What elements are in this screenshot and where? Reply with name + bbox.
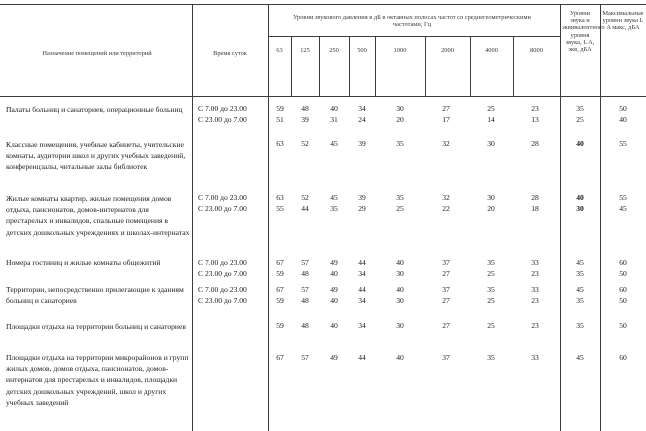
cell-250: 40 [330, 104, 338, 113]
cell-250: 49 [330, 353, 338, 362]
cell-125: 52 [301, 193, 309, 202]
cell-max: 60 [619, 285, 627, 294]
row-name: Номера гостиниц и жилые комнаты общежитий [6, 258, 161, 267]
cell-63: 67 [276, 353, 284, 362]
cell-125: 52 [301, 139, 309, 148]
cell-equiv: 40 [576, 139, 584, 148]
cell-250: 31 [330, 115, 338, 124]
cell-63: 59 [276, 321, 284, 330]
row-name: Территории, непосредственно прилегающие к зданиям больниц и санаториев [6, 285, 184, 306]
cell-max: 50 [619, 296, 627, 305]
freq-divider-3 [349, 36, 350, 96]
cell-max: 60 [619, 353, 627, 362]
cell-63: 67 [276, 285, 284, 294]
cell-2000: 37 [442, 258, 450, 267]
max-level-header: Максимальные уровни звука L A макс, дБА [602, 10, 644, 32]
cell-8000: 33 [531, 353, 539, 362]
cell-1000: 40 [396, 353, 404, 362]
cell-1000: 40 [396, 258, 404, 267]
cell-2000: 17 [442, 115, 450, 124]
max-col-divider [600, 4, 601, 431]
cell-63: 59 [276, 104, 284, 113]
cell-500: 34 [358, 296, 366, 305]
cell-2000: 37 [442, 285, 450, 294]
cell-8000: 18 [531, 204, 539, 213]
cell-8000: 33 [531, 285, 539, 294]
cell-125: 39 [301, 115, 309, 124]
cell-8000: 13 [531, 115, 539, 124]
cell-2000: 27 [442, 269, 450, 278]
cell-4000: 25 [487, 296, 495, 305]
time-night: С 23.00 до 7.00 [198, 204, 247, 213]
time-col-divider [192, 4, 193, 431]
freq-header-63: 63 [276, 47, 283, 54]
time-night: С 23.00 до 7.00 [198, 115, 247, 124]
cell-125: 48 [301, 104, 309, 113]
cell-500: 39 [358, 139, 366, 148]
row-name: Классные помещения, учебные кабинеты, учительские комнаты, аудитории школ и других учебных заведений, конференцзалы, читальные залы библиотек [6, 140, 186, 172]
cell-8000: 28 [531, 193, 539, 202]
cell-1000: 30 [396, 104, 404, 113]
cell-125: 57 [301, 258, 309, 267]
cell-500: 44 [358, 258, 366, 267]
cell-2000: 37 [442, 353, 450, 362]
cell-125: 57 [301, 353, 309, 362]
cell-2000: 27 [442, 321, 450, 330]
cell-8000: 23 [531, 296, 539, 305]
header-bottom-border [0, 96, 646, 97]
cell-8000: 23 [531, 269, 539, 278]
cell-max: 50 [619, 269, 627, 278]
cell-1000: 40 [396, 285, 404, 294]
row-name: Палаты больниц и санаториев, операционные больниц [6, 105, 183, 114]
cell-equiv: 35 [576, 296, 584, 305]
time-day: С 7.00 до 23.00 [198, 258, 247, 267]
row-name: Площадки отдыха на территории микрорайонов и групп жилых домов, домов отдыха, пансионатов, домов-интернатов для престарелых и инвалидов, площадки детских дошкольных учреждений, школ и других учебных заведений [6, 353, 189, 407]
cell-equiv: 45 [576, 353, 584, 362]
freq-header-500: 500 [357, 47, 367, 54]
cell-max: 60 [619, 258, 627, 267]
cell-2000: 32 [442, 139, 450, 148]
freq-divider-6 [470, 36, 471, 96]
cell-equiv: 45 [576, 258, 584, 267]
cell-equiv: 45 [576, 285, 584, 294]
cell-500: 34 [358, 104, 366, 113]
cell-63: 67 [276, 258, 284, 267]
equivalent-level-header: Уровни звука и эквивалентного уровня звука, L A, экв, дБА [562, 10, 605, 54]
freq-divider-5 [425, 36, 426, 96]
name-column-header: Назначение помещений или территорий [42, 50, 152, 57]
cell-1000: 30 [396, 296, 404, 305]
values-col-divider [268, 4, 269, 431]
cell-500: 44 [358, 285, 366, 294]
cell-8000: 23 [531, 321, 539, 330]
cell-8000: 23 [531, 104, 539, 113]
cell-4000: 25 [487, 269, 495, 278]
cell-63: 59 [276, 269, 284, 278]
cell-250: 49 [330, 258, 338, 267]
freq-divider-2 [319, 36, 320, 96]
cell-equiv: 35 [576, 104, 584, 113]
freq-divider-1 [291, 36, 292, 96]
freq-divider-4 [375, 36, 376, 96]
cell-63: 51 [276, 115, 284, 124]
cell-250: 49 [330, 285, 338, 294]
cell-8000: 33 [531, 258, 539, 267]
cell-1000: 30 [396, 321, 404, 330]
freq-header-8000: 8000 [530, 47, 543, 54]
cell-max: 55 [619, 193, 627, 202]
cell-max: 45 [619, 204, 627, 213]
cell-4000: 25 [487, 321, 495, 330]
cell-250: 35 [330, 204, 338, 213]
cell-4000: 35 [487, 353, 495, 362]
row-name: Площадки отдыха на территории больниц и санаториев [6, 322, 186, 331]
cell-equiv: 25 [576, 115, 584, 124]
cell-250: 40 [330, 269, 338, 278]
cell-equiv: 40 [576, 193, 584, 202]
time-night: С 23.00 до 7.00 [198, 269, 247, 278]
cell-63: 55 [276, 204, 284, 213]
cell-1000: 35 [396, 139, 404, 148]
cell-max: 55 [619, 139, 627, 148]
time-day: С 7.00 до 23.00 [198, 193, 247, 202]
cell-250: 45 [330, 193, 338, 202]
cell-125: 48 [301, 296, 309, 305]
cell-1000: 20 [396, 115, 404, 124]
cell-63: 63 [276, 193, 284, 202]
cell-2000: 32 [442, 193, 450, 202]
time-column-header: Время суток [213, 50, 247, 57]
freq-header-4000: 4000 [485, 47, 498, 54]
cell-max: 50 [619, 104, 627, 113]
cell-500: 29 [358, 204, 366, 213]
cell-equiv: 30 [576, 204, 584, 213]
cell-equiv: 35 [576, 269, 584, 278]
cell-4000: 14 [487, 115, 495, 124]
cell-250: 40 [330, 321, 338, 330]
cell-250: 40 [330, 296, 338, 305]
cell-500: 44 [358, 353, 366, 362]
cell-125: 44 [301, 204, 309, 213]
cell-500: 24 [358, 115, 366, 124]
time-night: С 23.00 до 7.00 [198, 296, 247, 305]
cell-4000: 35 [487, 285, 495, 294]
cell-1000: 30 [396, 269, 404, 278]
cell-2000: 27 [442, 104, 450, 113]
cell-125: 48 [301, 269, 309, 278]
cell-1000: 25 [396, 204, 404, 213]
table-top-border [0, 4, 646, 5]
cell-4000: 25 [487, 104, 495, 113]
cell-8000: 28 [531, 139, 539, 148]
cell-500: 34 [358, 321, 366, 330]
equiv-col-divider [560, 4, 561, 431]
cell-63: 63 [276, 139, 284, 148]
freq-header-250: 250 [329, 47, 339, 54]
cell-500: 39 [358, 193, 366, 202]
time-day: С 7.00 до 23.00 [198, 285, 247, 294]
freq-header-125: 125 [300, 47, 310, 54]
cell-max: 50 [619, 321, 627, 330]
group-header-underline [268, 36, 560, 37]
cell-4000: 30 [487, 139, 495, 148]
freq-divider-7 [513, 36, 514, 96]
cell-125: 57 [301, 285, 309, 294]
cell-250: 45 [330, 139, 338, 148]
cell-2000: 27 [442, 296, 450, 305]
row-name: Жилые комнаты квартир, жилые помещения домов отдыха, пансионатов, домов-интернатов для престарелых и инвалидов, спальные помещения в детских дошкольных учреждениях и школах-интернатах [6, 194, 190, 237]
cell-125: 48 [301, 321, 309, 330]
cell-max: 40 [619, 115, 627, 124]
time-day: С 7.00 до 23.00 [198, 104, 247, 113]
cell-500: 34 [358, 269, 366, 278]
cell-equiv: 35 [576, 321, 584, 330]
cell-63: 59 [276, 296, 284, 305]
frequency-group-header: Уровни звукового давления в дБ в октавных полосах частот со среднегеометрическими частотами, Гц [293, 14, 531, 29]
freq-header-1000: 1000 [393, 47, 407, 54]
cell-4000: 35 [487, 258, 495, 267]
cell-4000: 20 [487, 204, 495, 213]
freq-header-2000: 2000 [441, 47, 454, 54]
cell-1000: 35 [396, 193, 404, 202]
cell-2000: 22 [442, 204, 450, 213]
cell-4000: 30 [487, 193, 495, 202]
